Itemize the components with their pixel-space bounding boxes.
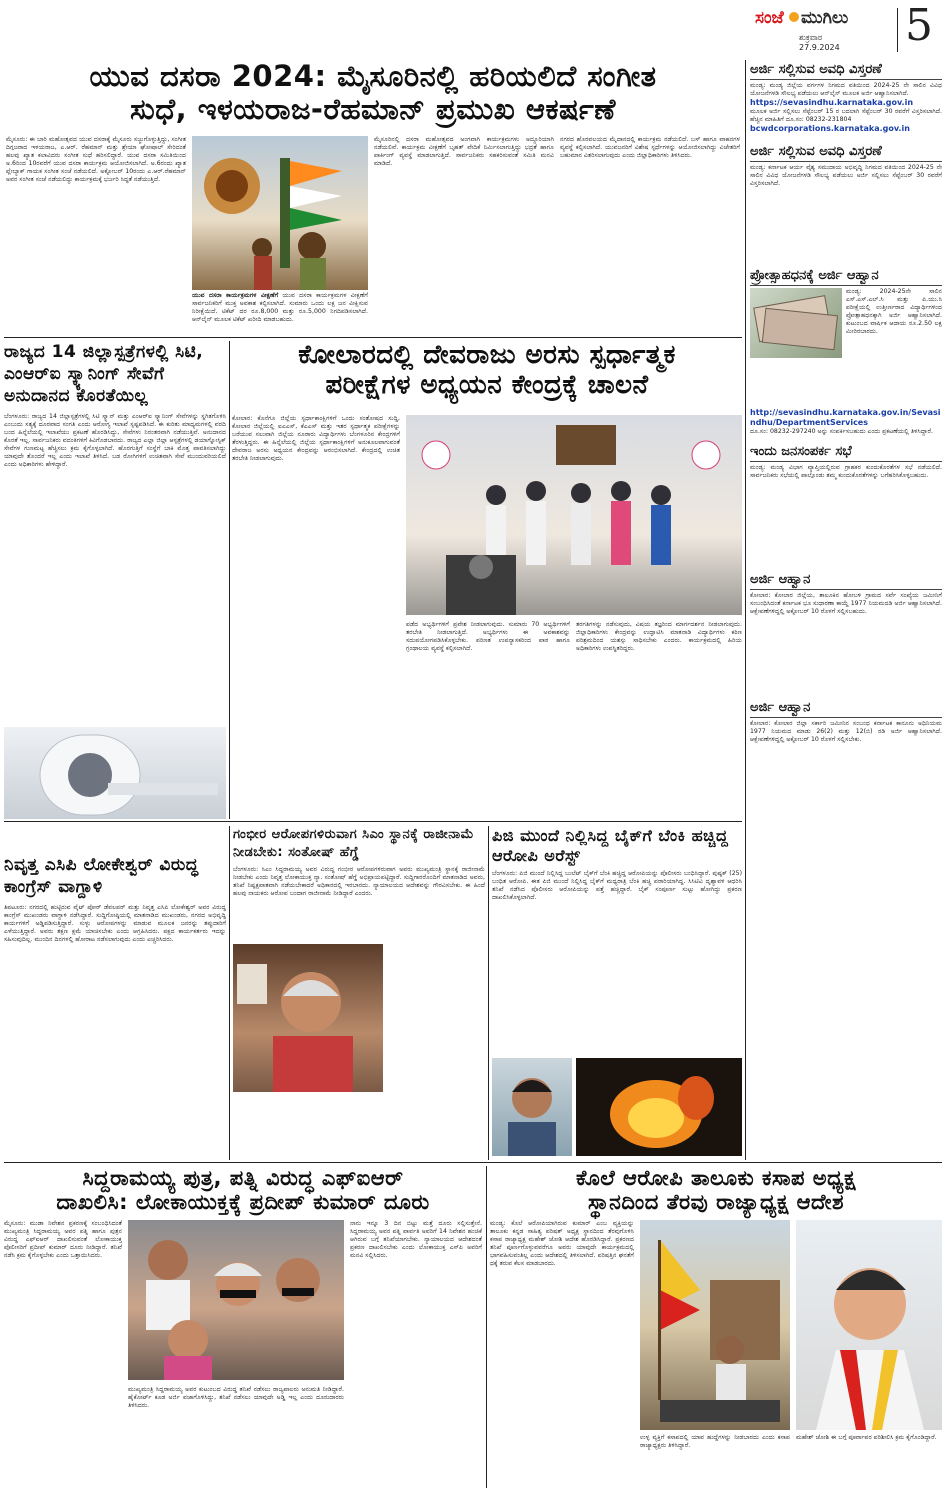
santhosh-body: ಬೆಂಗಳೂರು: ಸಿಎಂ ಸಿದ್ದರಾಮಯ್ಯ ಅವರ ವಿರುದ್ಧ ಗಂಭೀರ ಆರೋಪಗಳಿರುವಾಗ ಅವರು ಮುಖ್ಯಮಂತ್ರಿ ಸ್ಥಾನಕ್ಕೆ ರಾಜೀನಾಮೆ ನೀಡಬೇಕು ಎಂದು ನಿವೃತ್ತ ಲೋಕಾಯುಕ್ತ ನ್ಯಾ. ಸಂತೋಷ್ ಹೆಗ್ಡೆ ಅಭಿಪ್ರಾಯಪಟ್ಟಿದ್ದಾರೆ. ಸುದ್ದಿಗಾರರೊಂದಿಗೆ ಮಾತನಾಡಿದ ಅವರು, ತನಿಖೆ ನಿಷ್ಪಕ್ಷಪಾತವಾಗಿ ನಡೆಯಬೇಕಾದರೆ ಅಧಿಕಾರದಲ್ಲಿ ಇರಬಾರದು. ನ್ಯಾಯಾಲಯದ ಆದೇಶವನ್ನು ಗೌರವಿಸಬೇಕು. ಈ ಹಿಂದೆ ಹಲವು ನಾಯಕರು ಆರೋಪ ಬಂದಾಗ ರಾಜೀನಾಮೆ ನೀಡಿದ್ದಾರೆ ಎಂದರು. — [233, 866, 485, 897]
fir-story — [4, 1166, 482, 1488]
lead-caption-lead: ಯುವ ದಸರಾ ಕಾರ್ಯಕ್ರಮಗಳ ವೀಕ್ಷಣೆಗೆ — [192, 292, 279, 299]
lead-story — [4, 60, 742, 335]
rule-below-lead — [4, 337, 742, 338]
brand-name-a: ಸಂಜೆ — [755, 8, 784, 28]
lead-col-1: ಮೈಸೂರು: ಈ ಬಾರಿ ಮಹೋತ್ಸವದ ಯುವ ದಸರಾಕ್ಕೆ ಮೈಸೂರು ಸಜ್ಜುಗೊಳ್ಳುತ್ತಿದ್ದು, ಸಂಗೀತ ದಿಗ್ಗಜರಾದ ಇಳಯರಾಜ, ಎ.ಆರ್. ರೆಹಮಾನ್ ಮತ್ತು ಶ್ರೇಯಾ ಘೋಷಾಲ್ ಸೇರಿದಂತೆ ಹಲವು ಖ್ಯಾತ ಕಲಾವಿದರು ಸಂಗೀತ ಸುಧೆ ಹರಿಸಲಿದ್ದಾರೆ. ಯುವ ದಸರಾ ಸಮಿತಿಯಿಂದ ಅ.6ರಿಂದ 10ರವರೆಗೆ ಯುವ ದಸರಾ ಕಾರ್ಯಕ್ರಮ ಆಯೋಜಿಸಲಾಗಿದೆ. ಅ.6ರಂದು ಖ್ಯಾತ ಪ್ಲೇಬ್ಯಾಕ್ ಗಾಯಕ ಸಂಗೀತ ಸಂಜೆ ನಡೆಯಲಿದೆ. ಅಕ್ಟೋಬರ್ 10ರಂದು ಎ.ಆರ್.ರೆಹಮಾನ್ ಅವರ ಸಂಗೀತ ಸಂಜೆ ನಡೆಯಲಿದ್ದು ಕಾರ್ಯಕ್ರಮಕ್ಕೆ ಭರ್ಜರಿ ಸಿದ್ಧತೆ ನಡೆಯುತ್ತಿದೆ. — [6, 136, 186, 183]
currency-notes-art — [750, 288, 842, 358]
notice-6-body: ಕೋಲಾರ: ಕೋಲಾರ ಜಿಲ್ಲಾ ಸರ್ಕಾರಿ ಜಮೀನಿನ ಸಂಬಂಧ ಕರ್ನಾಟಕ ಕಾನೂನು ಅಧಿನಿಯಮ 1977 ನಿಯಮದ ಮಾಡು 26(2) ಮತ್ತು 12(ಬಿ) ರಡಿ ಅರ್ಜಿ ಆಹ್ವಾನಿಸಲಾಗಿದೆ. ಆಕ್ಷೇಪಣೆಗಳಿದ್ದಲ್ಲಿ ಅಕ್ಟೋಬರ್ 10 ರೊಳಗೆ ಸಲ್ಲಿಸಬೇಕು. — [750, 720, 942, 743]
notice-6-title: ಅರ್ಜಿ ಆಹ್ವಾನ — [750, 698, 942, 718]
lead-col-4: ನಗರದ ಹೊರವಲಯದ ಮೈದಾನದಲ್ಲಿ ಕಾರ್ಯಕ್ರಮ ನಡೆಯಲಿದೆ. ಬಸ್ ಹಾಗೂ ವಾಹನಗಳ ವ್ಯವಸ್ಥೆ ಕಲ್ಪಿಸಲಾಗಿದೆ. ಯುವಜನರಿಗೆ ವಿಶೇಷ ಸ್ಪರ್ಧೆಗಳನ್ನು ಆಯೋಜಿಸಲಾಗಿದ್ದು ವಿಜೇತರಿಗೆ ಬಹುಮಾನ ವಿತರಿಸಲಾಗುವುದು ಎಂದು ಜಿಲ್ಲಾಧಿಕಾರಿಗಳು ತಿಳಿಸಿದರು. — [560, 136, 740, 159]
lead-col-2: ಯುವ ದಸರಾ ಕಾರ್ಯಕ್ರಮಗಳ ವೀಕ್ಷಣೆಗೆ ಸಾರ್ವಜನಿಕರಿಗೆ ಮುಕ್ತ ಅವಕಾಶ ಕಲ್ಪಿಸಲಾಗಿದೆ. ಸುಮಾರು ಒಂದು ಲಕ್ಷ ಜನ ವೀಕ್ಷಿಸುವ ನಿರೀಕ್ಷೆಯಿದೆ. ಟಿಕೆಟ್ ದರ ರೂ.8,000 ಮತ್ತು ರೂ.5,000 ನಿಗದಿಪಡಿಸಲಾಗಿದೆ. ಆನ್‌ಲೈನ್ ಮೂಲಕ ಟಿಕೆಟ್ ಖರೀದಿ ಮಾಡಬಹುದು. — [192, 292, 368, 323]
fir-col-1: ಮೈಸೂರು: ಮುಡಾ ನಿವೇಶನ ಪ್ರಕರಣಕ್ಕೆ ಸಂಬಂಧಿಸಿದಂತೆ ಮುಖ್ಯಮಂತ್ರಿ ಸಿದ್ದರಾಮಯ್ಯ ಅವರ ಪತ್ನಿ ಹಾಗೂ ಪುತ್ರನ ವಿರುದ್ಧ ಎಫ್‌ಐಆರ್ ದಾಖಲಿಸುವಂತೆ ಲೋಕಾಯುಕ್ತ ಪೊಲೀಸರಿಗೆ ಪ್ರದೀಪ್ ಕುಮಾರ್ ದೂರು ನೀಡಿದ್ದಾರೆ. ತನಿಖೆ ನಡೆಸಿ ಕ್ರಮ ಕೈಗೊಳ್ಳಬೇಕು ಎಂದು ಒತ್ತಾಯಿಸಿದರು. — [4, 1220, 122, 1259]
santhosh-headline: ಗಂಭೀರ ಆರೋಪಗಳಿರುವಾಗ ಸಿಎಂ ಸ್ಥಾನಕ್ಕೆ ರಾಜೀನಾಮೆ ನೀಡಬೇಕು: ಸಂತೋಷ್ ಹೆಗ್ಡೆ — [233, 827, 474, 860]
lead-headline-line1: ಯುವ ದಸರಾ 2024: ಮೈಸೂರಿನಲ್ಲಿ ಹರಿಯಲಿದೆ ಸಂಗೀತ — [89, 60, 657, 93]
masthead-divider — [897, 8, 898, 52]
rule-vertical-scan — [229, 341, 230, 819]
rule-vertical-santhosh — [488, 826, 489, 1160]
fir-headline-line1: ಸಿದ್ದರಾಮಯ್ಯ ಪುತ್ರ, ಪತ್ನಿ ವಿರುದ್ಧ ಎಫ್‌ಐಆರ್ — [82, 1166, 404, 1190]
kasapa-photo-2 — [796, 1220, 942, 1430]
kolar-col-1: ಕೋಲಾರ: ಕೊನೆಗೂ ಜಿಲ್ಲೆಯ ಸ್ಪರ್ಧಾಕಾಂಕ್ಷಿಗಳಿಗೆ ಒಂದು ಸಂತೋಷದ ಸುದ್ದಿ, ಕೋಲಾರ ಜಿಲ್ಲೆಯಲ್ಲಿ ಐಎಎಸ್, ಕೆಎಎಸ್ ಮತ್ತು ಇತರ ಸ್ಪರ್ಧಾತ್ಮಕ ಪರೀಕ್ಷೆಗಳನ್ನು ಬರೆಯುವ ಸಲುವಾಗಿ ಜಿಲ್ಲೆಯ ನೂರಾರು ವಿದ್ಯಾರ್ಥಿಗಳು ಬೆಂಗಳೂರಿನ ಕೇಂದ್ರಗಳಿಗೆ ತೆರಳುತ್ತಿದ್ದರು. ಈ ಹಿನ್ನೆಲೆಯಲ್ಲಿ ಜಿಲ್ಲೆಯ ಸ್ಪರ್ಧಾಕಾಂಕ್ಷಿಗಳಿಗೆ ಅನುಕೂಲವಾಗುವಂತೆ ದೇವರಾಜ ಅರಸು ಅಧ್ಯಯನ ಕೇಂದ್ರವನ್ನು ಆರಂಭಿಸಲಾಗಿದೆ. ಕೇಂದ್ರದಲ್ಲಿ ಉಚಿತ ತರಬೇತಿ ನೀಡಲಾಗುವುದು. — [232, 415, 400, 462]
kolar-story — [232, 341, 742, 819]
fir-headline-line2: ದಾಖಲಿಸಿ: ಲೋಕಾಯುಕ್ತಕ್ಕೆ ಪ್ರದೀಪ್ ಕುಮಾರ್ ದೂರು — [56, 1190, 430, 1215]
brand-logo — [755, 8, 895, 32]
protest-photo-art — [128, 1220, 344, 1380]
notice-1-body: ಮಂಡ್ಯ: ಮಂಡ್ಯ ಜಿಲ್ಲೆಯ ವರ್ಗಗಳ ನಿಗಮದ ವತಿಯಿಂದ 2024-25 ನೇ ಸಾಲಿನ ವಿವಿಧ ಯೋಜನೆಗಳಡಿ ಸೌಲಭ್ಯ ಪಡೆಯಲು ಆನ್‌ಲೈನ್ ಮೂಲಕ ಅರ್ಜಿ ಆಹ್ವಾನಿಸಲಾಗಿದೆ. — [750, 82, 942, 97]
kasapa-col-1: ಮಂಡ್ಯ: ಕೊಲೆ ಆರೋಪಿಯಾಗಿರುವ ಕುಮಾರ್ ಎಂಬ ವ್ಯಕ್ತಿಯನ್ನು ತಾಲೂಕು ಕನ್ನಡ ಸಾಹಿತ್ಯ ಪರಿಷತ್ ಅಧ್ಯಕ್ಷ ಸ್ಥಾನದಿಂದ ತೆರವುಗೊಳಿಸಿ ಕಸಾಪ ರಾಜ್ಯಾಧ್ಯಕ್ಷ ಮಹೇಶ್ ಜೋಶಿ ಆದೇಶ ಹೊರಡಿಸಿದ್ದಾರೆ. ಪ್ರಕರಣದ ತನಿಖೆ ಪೂರ್ಣಗೊಳ್ಳುವವರೆಗೂ ಅವರು ಯಾವುದೇ ಕಾರ್ಯಕ್ರಮದಲ್ಲಿ ಭಾಗವಹಿಸುವಂತಿಲ್ಲ ಎಂದು ಆದೇಶದಲ್ಲಿ ತಿಳಿಸಲಾಗಿದೆ. ಪರಿಷತ್ತಿನ ಘನತೆಗೆ ಧಕ್ಕೆ ತರುವ ಕೆಲಸ ಮಾಡಬಾರದು. — [490, 1220, 634, 1267]
notice-3-link[interactable]: http://sevasindhu.karnataka.gov.in/Sevasindhu/DepartmentServices — [750, 408, 941, 427]
fire-art — [576, 1058, 742, 1156]
rule-above-bottom — [4, 1162, 942, 1163]
lokesh-body: ತಿಪಟೂರು: ನಗರದಲ್ಲಿ ಹುಟ್ಟಿರುವ ವೈಟ್ ಪೋರ್ ಡೆವಲಪರ್ ಮತ್ತು ನಿವೃತ್ತ ಎಸಿಪಿ ಲೋಕೇಶ್ವರ್ ಅವರ ವಿರುದ್ಧ ಕಾಂಗ್ರೆಸ್ ಮುಖಂಡರು ವಾಗ್ದಾಳಿ ನಡೆಸಿದ್ದಾರೆ. ಸುದ್ದಿಗೋಷ್ಠಿಯಲ್ಲಿ ಮಾತನಾಡಿದ ಮುಖಂಡರು, ನಗರದ ಅಭಿವೃದ್ಧಿ ಕಾರ್ಯಗಳಿಗೆ ಅಡ್ಡಿಪಡಿಸುತ್ತಿದ್ದಾರೆ. ಸುಳ್ಳು ಆರೋಪಗಳನ್ನು ಮಾಡುವ ಮೂಲಕ ಜನರನ್ನು ತಪ್ಪುದಾರಿಗೆ ಎಳೆಯುತ್ತಿದ್ದಾರೆ. ಅವರು ತಕ್ಷಣ ಕ್ಷಮೆ ಯಾಚಿಸಬೇಕು ಎಂದು ಆಗ್ರಹಿಸಿದರು. ಪಕ್ಷದ ಕಾರ್ಯಕರ್ತರು ಇದನ್ನು ಸಹಿಸುವುದಿಲ್ಲ. ಮುಂದಿನ ದಿನಗಳಲ್ಲಿ ಹೋರಾಟ ನಡೆಸಲಾಗುವುದು ಎಂದು ಎಚ್ಚರಿಸಿದರು. — [4, 904, 226, 943]
kasapa-event-art — [640, 1220, 790, 1430]
issue-day: ಶುಕ್ರವಾರ — [799, 33, 823, 42]
kasapa-headline-line2: ಸ್ಥಾನದಿಂದ ತೆರವು ರಾಜ್ಯಾಧ್ಯಕ್ಷ ಆದೇಶ — [587, 1190, 845, 1215]
mri-machine-art — [4, 727, 226, 819]
kasapa-caption-2: ಮಹೇಶ್ ಜೋಶಿ ಈ ಬಗ್ಗೆ ಪೂರ್ವಾಪರ ಪರಿಶೀಲಿಸಿ ಕ್ರಮ ಕೈಗೊಂಡಿದ್ದಾರೆ. — [796, 1434, 937, 1441]
kasapa-headline-line1: ಕೊಲೆ ಆರೋಪಿ ತಾಲೂಕು ಕಸಾಪ ಅಧ್ಯಕ್ಷ — [576, 1166, 856, 1190]
kolar-photo-art — [406, 415, 742, 615]
lead-photo-caption — [192, 292, 368, 332]
brand-name-b: ಮುಗಿಲು — [801, 8, 849, 28]
accused-portrait-art — [492, 1058, 572, 1156]
lead-headline-line2: ಸುಧೆ, ಇಳಯರಾಜ-ರೆಹಮಾನ್ ಪ್ರಮುಖ ಆಕರ್ಷಣೆ — [130, 92, 616, 127]
issue-date: 27.9.2024 — [799, 43, 840, 52]
notice-3-body-b: ದೂ.ಸಂ: 08232-297240 ಅನ್ನು ಸಂಪರ್ಕಿಸಬಹುದು ಎಂದು ಪ್ರಕಟಣೆಯಲ್ಲಿ ತಿಳಿಸಿದ್ದಾರೆ. — [750, 428, 933, 435]
bike-story — [492, 826, 742, 1160]
kolar-photo — [406, 415, 742, 615]
santhosh-portrait-art — [233, 944, 383, 1092]
kolar-col-2: ಪಡೆದ ಅಭ್ಯರ್ಥಿಗಳಿಗೆ ಪ್ರವೇಶ ನೀಡಲಾಗುವುದು. ಸುಮಾರು 70 ಅಭ್ಯರ್ಥಿಗಳಿಗೆ ತರಬೇತಿ ನೀಡಲಾಗುತ್ತಿದೆ. ಅಭ್ಯರ್ಥಿಗಳು ಈ ಅವಕಾಶವನ್ನು ಸದುಪಯೋಗಪಡಿಸಿಕೊಳ್ಳಬೇಕು. ಪರಿಣತ ಉಪನ್ಯಾಸಕರಿಂದ ಪಾಠ ಹಾಗೂ ಗ್ರಂಥಾಲಯ ವ್ಯವಸ್ಥೆ ಕಲ್ಪಿಸಲಾಗಿದೆ. — [406, 621, 570, 652]
fir-photo — [128, 1220, 344, 1380]
notice-1-link-2[interactable]: bcwdcorporations.karnataka.gov.in — [750, 124, 910, 133]
santhosh-story — [233, 826, 485, 1160]
money-photo — [750, 288, 842, 358]
notice-5-body: ಕೋಲಾರ: ಕೋಲಾರ ಜಿಲ್ಲೆಯ, ತಾಲೂಕಿನ ಹೋಬಳಿ ಗ್ರಾಮದ ಸರ್ವೆ ಸಂಖ್ಯೆಯ ಜಮೀನಿಗೆ ಸಂಬಂಧಿಸಿದಂತೆ ಕರ್ನಾಟಕ ಭೂ ಸುಧಾರಣಾ ಕಾಯ್ದೆ 1977 ನಿಯಮದಡಿ ಅರ್ಜಿ ಆಹ್ವಾನಿಸಲಾಗಿದೆ. ಆಕ್ಷೇಪಣೆಗಳಿದ್ದಲ್ಲಿ ಅಕ್ಟೋಬರ್ 10 ರೊಳಗೆ ಸಲ್ಲಿಸಬಹುದು. — [750, 592, 942, 615]
notice-4-body: ಮಂಡ್ಯ: ಮಂಡ್ಯ ವಿಭಾಗ ವ್ಯಾಪ್ತಿಯಲ್ಲಿರುವ ಗ್ರಾಹಕರ ಕುಂದುಕೊರತೆಗಳ ಸಭೆ ನಡೆಯಲಿದೆ. ಸಾರ್ವಜನಿಕರು ಸಭೆಯಲ್ಲಿ ಪಾಲ್ಗೊಂಡು ತಮ್ಮ ಕುಂದುಕೊರತೆಗಳನ್ನು ಬಗೆಹರಿಸಿಕೊಳ್ಳಬಹುದು. — [750, 464, 942, 479]
page-number: 5 — [905, 4, 933, 51]
notice-1-link[interactable]: https://sevasindhu.karnataka.gov.in — [750, 98, 914, 107]
kolar-headline-line2: ಪರೀಕ್ಷೆಗಳ ಅಧ್ಯಯನ ಕೇಂದ್ರಕ್ಕೆ ಚಾಲನೆ — [325, 369, 649, 400]
lead-col-3: ಮೈಸೂರಿನಲ್ಲಿ ದಸರಾ ಮಹೋತ್ಸವದ ಅಂಗವಾಗಿ ಕಾರ್ಯಕ್ರಮಗಳು ಅದ್ದೂರಿಯಾಗಿ ನಡೆಯಲಿವೆ. ಕಾರ್ಯಕ್ರಮ ವೀಕ್ಷಣೆಗೆ ಬೃಹತ್ ವೇದಿಕೆ ನಿರ್ಮಿಸಲಾಗುತ್ತಿದ್ದು ಭದ್ರತೆ ಹಾಗೂ ಪಾರ್ಕಿಂಗ್ ವ್ಯವಸ್ಥೆ ಮಾಡಲಾಗುತ್ತಿದೆ. ಸಾರ್ವಜನಿಕರು ಸಹಕರಿಸುವಂತೆ ಸಮಿತಿ ಮನವಿ ಮಾಡಿದೆ. — [374, 136, 554, 167]
santhosh-photo — [233, 944, 383, 1092]
bike-headline: ಪಿಜಿ ಮುಂದೆ ನಿಲ್ಲಿಸಿದ್ದ ಬೈಕ್‌ಗೆ ಬೆಂಕಿ ಹಚ್ಚಿದ್ದ ಆರೋಪಿ ಅರೆಸ್ಟ್ — [492, 826, 729, 865]
rule-vertical-sidebar — [745, 60, 746, 1160]
lead-photo-art — [192, 136, 368, 290]
scan-body: ಬೆಂಗಳೂರು: ರಾಜ್ಯದ 14 ಜಿಲ್ಲಾಸ್ಪತ್ರೆಗಳಲ್ಲಿ ಸಿಟಿ ಸ್ಕ್ಯಾನ್ ಮತ್ತು ಎಂಆರ್‌ಐ ಸ್ಕ್ಯಾನಿಂಗ್ ಸೇವೆಗಳನ್ನು ಸ್ಥಗಿತಗೊಳಿಸಿ ಎಂಬುದು ಸತ್ಯಕ್ಕೆ ದೂರವಾದ ಸಂಗತಿ ಎಂದು ಆರೋಗ್ಯ ಇಲಾಖೆ ಸ್ಪಷ್ಟಪಡಿಸಿದೆ. ಈ ಕುರಿತು ಮಾಧ್ಯಮಗಳಲ್ಲಿ ವರದಿ ಬಂದ ಹಿನ್ನೆಲೆಯಲ್ಲಿ ಇಲಾಖೆಯು ಪ್ರಕಟಣೆ ಹೊರಡಿಸಿದ್ದು, ಸೇವೆಗಳು ನಿರಂತರವಾಗಿ ನಡೆಯುತ್ತಿವೆ. ಅನುದಾನದ ಕೊರತೆ ಇಲ್ಲ. ಸಾರ್ವಜನಿಕರು ವದಂತಿಗಳಿಗೆ ಕಿವಿಗೊಡಬಾರದು. ರಾಜ್ಯದ ಎಲ್ಲಾ ಜಿಲ್ಲಾ ಆಸ್ಪತ್ರೆಗಳಲ್ಲಿ ಡಯಾಗ್ನೋಸ್ಟಿಕ್ ಸೇವೆಗಳ ಗುಣಮಟ್ಟ ಹೆಚ್ಚಿಸಲು ಕ್ರಮ ಕೈಗೊಳ್ಳಲಾಗಿದೆ. ಹೊರಗುತ್ತಿಗೆ ಸಂಸ್ಥೆಗೆ ಬಾಕಿ ಮೊತ್ತ ಪಾವತಿಸಲಾಗಿದ್ದು ಯಾವುದೇ ತೊಂದರೆ ಇಲ್ಲ ಎಂದು ಇಲಾಖೆ ತಿಳಿಸಿದೆ. ಬಡ ರೋಗಿಗಳಿಗೆ ಉಚಿತವಾಗಿ ಸೇವೆ ಮುಂದುವರಿಯಲಿದೆ ಎಂದು ಅಧಿಕಾರಿಗಳು ಹೇಳಿದ್ದಾರೆ. — [4, 413, 226, 468]
fir-col-3: ಮುಖ್ಯಮಂತ್ರಿ ಸಿದ್ದರಾಮಯ್ಯ ಅವರ ಕುಟುಂಬದ ವಿರುದ್ಧ ತನಿಖೆ ನಡೆಸಲು ರಾಜ್ಯಪಾಲರು ಅನುಮತಿ ನೀಡಿದ್ದಾರೆ. ಹೈಕೋರ್ಟ್ ಕೂಡ ಅರ್ಜಿ ವಜಾಗೊಳಿಸಿದ್ದು, ತನಿಖೆ ನಡೆಸಲು ಯಾವುದೇ ಅಡ್ಡಿ ಇಲ್ಲ ಎಂದು ದೂರುದಾರರು ತಿಳಿಸಿದರು. — [128, 1386, 344, 1409]
lead-photo — [192, 136, 368, 290]
notice-2-title: ಅರ್ಜಿ ಸಲ್ಲಿಸುವ ಅವಧಿ ವಿಸ್ತರಣೆ — [750, 142, 942, 162]
fir-col-2: ನಾನು ಇನ್ನೂ 3 ದಿನ ಬಿಟ್ಟು ಮತ್ತೆ ದೂರು ಸಲ್ಲಿಸುತ್ತೇನೆ. ಸಿದ್ದರಾಮಯ್ಯ ಅವರ ಪತ್ನಿ ಪಾರ್ವತಿ ಅವರಿಗೆ 14 ನಿವೇಶನ ಹಂಚಿಕೆ ಆಗಿರುವ ಬಗ್ಗೆ ತನಿಖೆಯಾಗಬೇಕು. ನ್ಯಾಯಾಲಯದ ಆದೇಶದಂತೆ ಪ್ರಕರಣ ದಾಖಲಿಸಬೇಕು ಎಂದು ಲೋಕಾಯುಕ್ತ ಎಸ್‌ಪಿ ಅವರಿಗೆ ಮನವಿ ಸಲ್ಲಿಸಿದರು. — [350, 1220, 482, 1259]
accused-photo — [492, 1058, 572, 1156]
scan-headline: ರಾಜ್ಯದ 14 ಜಿಲ್ಲಾಸ್ಪತ್ರೆಗಳಲ್ಲಿ ಸಿಟಿ, ಎಂಆರ್‌ಐ ಸ್ಕ್ಯಾನಿಂಗ್ ಸೇವೆಗೆ ಅನುದಾನದ ಕೊರತೆಯಿಲ್ಲ — [4, 342, 204, 406]
kolar-headline-line1: ಕೋಲಾರದಲ್ಲಿ ದೇವರಾಜು ಅರಸು ಸ್ಪರ್ಧಾತ್ಮಕ — [298, 341, 676, 370]
scan-photo — [4, 727, 226, 819]
notice-4-title: ಇಂದು ಜನಸಂಪರ್ಕ ಸಭೆ — [750, 442, 942, 462]
rule-vertical-lokesh — [229, 826, 230, 1160]
kolar-col-3: ತರಗತಿಗಳನ್ನು ನಡೆಸುವುದು, ವಿಷಯ ತಜ್ಞರಿಂದ ಮಾರ್ಗದರ್ಶನ ನೀಡಲಾಗುವುದು. ಜಿಲ್ಲಾಧಿಕಾರಿಗಳು ಕೇಂದ್ರವನ್ನು ಉದ್ಘಾಟಿಸಿ ಮಾತನಾಡಿ ವಿದ್ಯಾರ್ಥಿಗಳು ಕಠಿಣ ಪರಿಶ್ರಮದಿಂದ ಯಶಸ್ಸು ಸಾಧಿಸಬೇಕು ಎಂದರು. ಕಾರ್ಯಕ್ರಮದಲ್ಲಿ ಹಿರಿಯ ಅಧಿಕಾರಿಗಳು ಉಪಸ್ಥಿತರಿದ್ದರು. — [576, 621, 742, 652]
kasapa-story — [490, 1166, 942, 1488]
lokesh-headline: ನಿವೃತ್ತ ಎಸಿಪಿ ಲೋಕೇಶ್ವರ್ ವಿರುದ್ಧ ಕಾಂಗ್ರೆಸ್ ವಾಗ್ದಾಳಿ — [4, 855, 199, 897]
kasapa-caption-1: ಉಳ್ಳ ವ್ಯಕ್ತಿಗೆ ಕಸಾಪದಲ್ಲಿ ಯಾವ ಹುದ್ದೆಗಳನ್ನು ನೀಡಬಾರದು ಎಂದು ಕಸಾಪ ರಾಜ್ಯಾಧ್ಯಕ್ಷರು ತಿಳಿಸಿದ್ದಾರೆ. — [640, 1434, 790, 1449]
notice-1-title: ಅರ್ಜಿ ಸಲ್ಲಿಸುವ ಅವಧಿ ವಿಸ್ತರಣೆ — [750, 60, 942, 80]
scan-story — [4, 341, 226, 821]
notice-2-body: ಮಂಡ್ಯ: ಕರ್ನಾಟಕ ಆರ್ಯ ವೈಶ್ಯ ಸಮುದಾಯ ಅಭಿವೃದ್ಧಿ ನಿಗಮದ ವತಿಯಿಂದ 2024-25 ನೇ ಸಾಲಿನ ವಿವಿಧ ಯೋಜನೆಗಳಡಿ ಸೌಲಭ್ಯ ಪಡೆಯಲು ಅರ್ಜಿ ಸಲ್ಲಿಸಲು ಸೆಪ್ಟೆಂಬರ್ 30 ರವರೆಗೆ ವಿಸ್ತರಿಸಲಾಗಿದೆ. — [750, 164, 942, 187]
kasapa-photo-1 — [640, 1220, 790, 1430]
rule-below-kolar — [4, 821, 742, 822]
notice-3-title: ಪ್ರೋತ್ಸಾಹಧನಕ್ಕೆ ಅರ್ಜಿ ಆಹ್ವಾನ — [750, 266, 942, 286]
joshi-portrait-art — [796, 1220, 942, 1430]
notice-1-body-b: ಮೂಲಕ ಅರ್ಜಿ ಸಲ್ಲಿಸಲು ಸೆಪ್ಟೆಂಬರ್ 15 ರ ಬದಲಾಗಿ ಸೆಪ್ಟೆಂಬರ್ 30 ರವರೆಗೆ ವಿಸ್ತರಿಸಲಾಗಿದೆ. ಹೆಚ್ಚಿನ ಮಾಹಿತಿಗೆ ದೂ.ಸಂ: 08232-231804 — [750, 108, 942, 123]
notice-5-title: ಅರ್ಜಿ ಆಹ್ವಾನ — [750, 570, 942, 590]
sidebar-notices — [750, 60, 942, 1160]
lokesh-story — [4, 826, 226, 1160]
burning-bike-photo — [576, 1058, 742, 1156]
bike-body: ಬೆಂಗಳೂರು: ಪಿಜಿ ಮುಂದೆ ನಿಲ್ಲಿಸಿದ್ದ ಬುಲೆಟ್ ಬೈಕ್‌ಗೆ ಬೆಂಕಿ ಹಚ್ಚಿದ್ದ ಆರೋಪಿಯನ್ನು ಪೊಲೀಸರು ಬಂಧಿಸಿದ್ದಾರೆ. ಪುಷ್ಪಕ್ (25) ಬಂಧಿತ ಆರೋಪಿ. ಈತ ಪಿಜಿ ಮುಂದೆ ನಿಲ್ಲಿಸಿದ್ದ ಬೈಕ್‌ಗೆ ಮಧ್ಯರಾತ್ರಿ ಬೆಂಕಿ ಹಚ್ಚಿ ಪರಾರಿಯಾಗಿದ್ದ. ಸಿಸಿಟಿವಿ ದೃಶ್ಯಾವಳಿ ಆಧರಿಸಿ ತನಿಖೆ ನಡೆಸಿದ ಪೊಲೀಸರು ಆರೋಪಿಯನ್ನು ಪತ್ತೆ ಹಚ್ಚಿದ್ದಾರೆ. ಬೈಕ್ ಸಂಪೂರ್ಣ ಸುಟ್ಟು ಹೋಗಿದ್ದು ಪ್ರಕರಣ ದಾಖಲಿಸಿಕೊಳ್ಳಲಾಗಿದೆ. — [492, 870, 742, 901]
rule-vertical-fir — [486, 1166, 487, 1488]
masthead — [755, 4, 943, 56]
sun-icon — [789, 12, 799, 22]
notice-3-body: ಮಂಡ್ಯ: 2024-25ನೇ ಸಾಲಿನ ಎಸ್.ಎಸ್.ಎಲ್.ಸಿ ಮತ್ತು ಪಿ.ಯು.ಸಿ ಪರೀಕ್ಷೆಯಲ್ಲಿ ಉತ್ತೀರ್ಣರಾದ ವಿದ್ಯಾರ್ಥಿಗಳಿಂದ ಪ್ರೋತ್ಸಾಹಧನಕ್ಕಾಗಿ ಅರ್ಜಿ ಆಹ್ವಾನಿಸಲಾಗಿದೆ. ಕುಟುಂಬದ ವಾರ್ಷಿಕ ಆದಾಯ ರೂ.2.50 ಲಕ್ಷ ಮೀರಿರಬಾರದು. — [846, 288, 942, 335]
